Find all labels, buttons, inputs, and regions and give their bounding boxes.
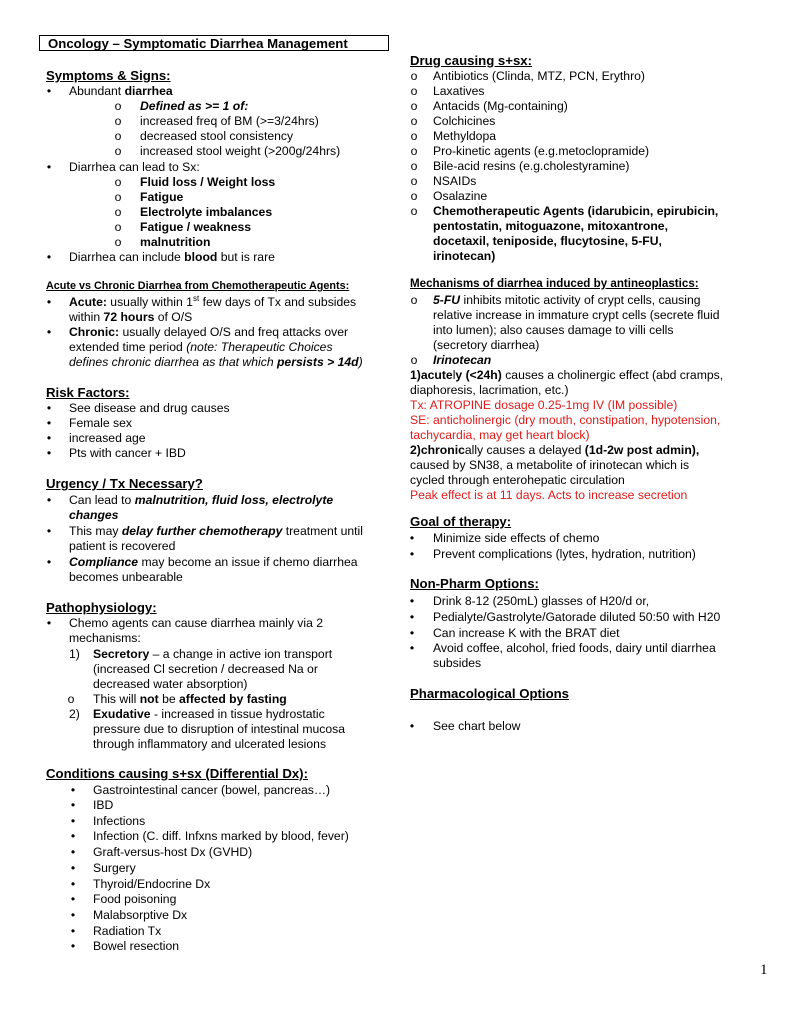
sub-bullet: o [410,129,418,143]
sub-bullet: o [410,293,418,307]
acute-chronic-heading: Acute vs Chronic Diarrhea from Chemotherapeutic Agents: [46,280,350,292]
urgency-item: Compliance may become an issue if chemo diarrhea [69,555,358,569]
bullet: • [46,446,52,460]
drug-item: Bile-acid resins (e.g.cholestyramine) [433,159,630,173]
risk-item: Female sex [69,416,132,430]
patho-text: mechanisms: [69,631,141,645]
symptoms-heading: Symptoms & Signs: [46,68,171,83]
mechanism-text: (secretory diarrhea) [433,338,540,352]
acute-line: Acute: usually within 1st few days of Tx and subsides [69,293,357,309]
mechanisms-heading: Mechanisms of diarrhea induced by antineoplastics: [410,277,699,290]
bullet: • [70,939,76,953]
drug-item: Antacids (Mg-containing) [433,99,568,113]
bullet: • [409,547,415,561]
drug-item: Pro-kinetic agents (e.g.metoclopramide) [433,144,650,158]
bullet: • [70,892,76,906]
condition-item: Radiation Tx [93,924,162,938]
sx-item: Fatigue / weakness [140,220,252,234]
bullet: • [409,626,415,640]
risk-heading: Risk Factors: [46,385,130,400]
page-number: 1 [760,962,768,978]
drug-item: pentostatin, mitoguazone, mitoxantrone, [433,219,668,233]
bullet: • [46,555,52,569]
sub-bullet: o [410,204,418,218]
condition-item: Bowel resection [93,939,180,953]
nonpharm-item: Avoid coffee, alcohol, fried foods, dairy until diarrhea [433,641,716,655]
risk-item: Pts with cancer + IBD [69,446,186,460]
symptom-item: Diarrhea can include blood but is rare [69,250,275,264]
sub-bullet: o [410,174,418,188]
bullet: • [70,845,76,859]
bullet: • [409,594,415,608]
bullet: • [70,861,76,875]
peak-note: Peak effect is at 11 days. Acts to increase secretion [410,488,688,502]
bullet: • [70,877,76,891]
sub-bullet: o [410,353,418,367]
sub-bullet: o [114,190,122,204]
bullet: • [46,616,52,630]
patho-text: through inflammatory and ulcerated lesions [93,737,327,751]
condition-item: Food poisoning [93,892,177,906]
bullet: • [46,160,52,174]
condition-item: Malabsorptive Dx [93,908,188,922]
sx-item: Fatigue [140,190,184,204]
treatment-note: Tx: ATROPINE dosage 0.25-1mg IV (IM possible) [410,398,678,412]
mechanism-text: diaphoresis, lacrimation, etc.) [410,383,569,397]
definition-item: increased stool weight (>200g/24hrs) [140,144,341,158]
patho-text: decreased water absorption) [93,677,248,691]
symptom-item: Abundant diarrhea [69,84,173,98]
bullet: • [70,783,76,797]
patho-text: Chemo agents can cause diarrhea mainly via 2 [69,616,324,630]
side-effects-note: SE: anticholinergic (dry mouth, constipation, hypotension, [410,413,721,427]
drug-item: docetaxil, teniposide, flucytosine, 5-FU, [433,234,662,248]
sub-bullet: o [410,159,418,173]
bullet: • [70,798,76,812]
definition-item: increased freq of BM (>=3/24hrs) [140,114,319,128]
sub-bullet: o [410,99,418,113]
patho-text: Secretory – a change in active ion transport [93,647,333,661]
pharm-item: See chart below [433,719,521,733]
drug-item: NSAIDs [433,174,477,188]
goal-item: Minimize side effects of chemo [433,531,600,545]
mechanism-text: caused by SN38, a metabolite of irinotecan which is [410,458,690,472]
drug-item: Methyldopa [433,129,497,143]
sub-bullet: o [410,144,418,158]
urgency-item: becomes unbearable [69,570,183,584]
goal-heading: Goal of therapy: [410,514,512,529]
drugs-heading: Drug causing s+sx: [410,53,533,68]
bullet: • [409,719,415,733]
drug-item: Antibiotics (Clinda, MTZ, PCN, Erythro) [433,69,645,83]
sub-bullet: o [114,129,122,143]
drug-item: Osalazine [433,189,488,203]
condition-item: Infections [93,814,146,828]
bullet: • [70,814,76,828]
bullet: • [46,401,52,415]
bullet: • [46,431,52,445]
bullet: • [409,641,415,655]
sub-bullet: o [114,175,122,189]
risk-item: increased age [69,431,146,445]
sx-item: Electrolyte imbalances [140,205,273,219]
condition-item: Infection (C. diff. Infxns marked by blood, fever) [93,829,349,843]
urgency-item: changes [69,508,119,522]
nonpharm-heading: Non-Pharm Options: [410,576,539,591]
bullet: • [70,908,76,922]
pharm-heading: Pharmacological Options [410,686,570,701]
drug-item: Laxatives [433,84,485,98]
mechanism-text: Irinotecan [433,353,492,367]
nonpharm-item: Drink 8-12 (250mL) glasses of H20/d or, [433,594,650,608]
sub-bullet: o [410,69,418,83]
condition-item: Graft-versus-host Dx (GVHD) [93,845,253,859]
condition-item: Thyroid/Endocrine Dx [93,877,211,891]
bullet: • [46,325,52,339]
patho-heading: Pathophysiology: [46,600,157,615]
definition-item: decreased stool consistency [140,129,294,143]
chronic-line: extended time period (note: Therapeutic Choices [69,340,333,354]
sub-bullet: o [410,114,418,128]
urgency-item: This may delay further chemotherapy treatment until [69,524,363,538]
mechanism-text: relative increase in immature crypt cells (secrete fluid [433,308,720,322]
chronic-line: Chronic: usually delayed O/S and freq attacks over [69,325,349,339]
drug-item: Chemotherapeutic Agents (idarubicin, epirubicin, [433,204,719,218]
nonpharm-item: Pedialyte/Gastrolyte/Gatorade diluted 50:50 with H20 [433,610,721,624]
side-effects-note: tachycardia, may get heart block) [410,428,590,442]
mechanism-text: 1)acutely (<24h) causes a cholinergic effect (abd cramps, [410,368,724,382]
patho-text: (increased Cl secretion / decreased Na or [93,662,318,676]
urgency-item: Can lead to malnutrition, fluid loss, electrolyte [69,493,334,507]
sub-bullet: o [114,144,122,158]
bullet: • [409,531,415,545]
bullet: • [46,416,52,430]
bullet: • [46,250,52,264]
sub-bullet: o [67,692,75,706]
drug-item: Colchicines [433,114,496,128]
bullet: • [46,493,52,507]
condition-item: Gastrointestinal cancer (bowel, pancreas…) [93,783,331,797]
list-number: 2) [69,707,80,721]
acute-line: within 72 hours of O/S [69,310,193,324]
bullet: • [70,924,76,938]
nonpharm-item: subsides [433,656,482,670]
sub-bullet: o [114,220,122,234]
sx-item: Fluid loss / Weight loss [140,175,276,189]
patho-text: pressure due to disruption of intestinal mucosa [93,722,346,736]
urgency-heading: Urgency / Tx Necessary? [46,476,203,491]
bullet: • [46,84,52,98]
mechanism-text: 2)chronically causes a delayed (1d-2w post admin), [410,443,700,457]
sub-bullet: o [114,205,122,219]
bullet: • [409,610,415,624]
mechanism-text: cycled through enterohepatic circulation [410,473,625,487]
list-number: 1) [69,647,80,661]
bullet: • [46,524,52,538]
symptom-item: Diarrhea can lead to Sx: [69,160,200,174]
sx-item: malnutrition [140,235,211,249]
conditions-heading: Conditions causing s+sx (Differential Dx): [46,766,308,781]
risk-item: See disease and drug causes [69,401,230,415]
condition-item: Surgery [93,861,136,875]
patho-text: This will not be affected by fasting [93,692,287,706]
bullet: • [46,295,52,309]
goal-item: Prevent complications (lytes, hydration, nutrition) [433,547,696,561]
patho-text: Exudative - increased in tissue hydrostatic [93,707,325,721]
urgency-item: patient is recovered [69,539,176,553]
chronic-line: defines chronic diarrhea as that which persists > 14d) [69,355,363,369]
condition-item: IBD [93,798,114,812]
sub-bullet: o [410,189,418,203]
sub-bullet: o [114,114,122,128]
sub-bullet: o [114,99,122,113]
definition-label: Defined as >= 1 of: [140,99,249,113]
bullet: • [70,829,76,843]
mechanism-text: into lumen); also causes damage to villi cells [433,323,674,337]
sub-bullet: o [410,84,418,98]
page-title: Oncology – Symptomatic Diarrhea Management [39,35,389,51]
drug-item: irinotecan) [433,249,496,263]
mechanism-text: 5-FU inhibits mitotic activity of crypt cells, causing [433,293,701,307]
nonpharm-item: Can increase K with the BRAT diet [433,626,620,640]
sub-bullet: o [114,235,122,249]
